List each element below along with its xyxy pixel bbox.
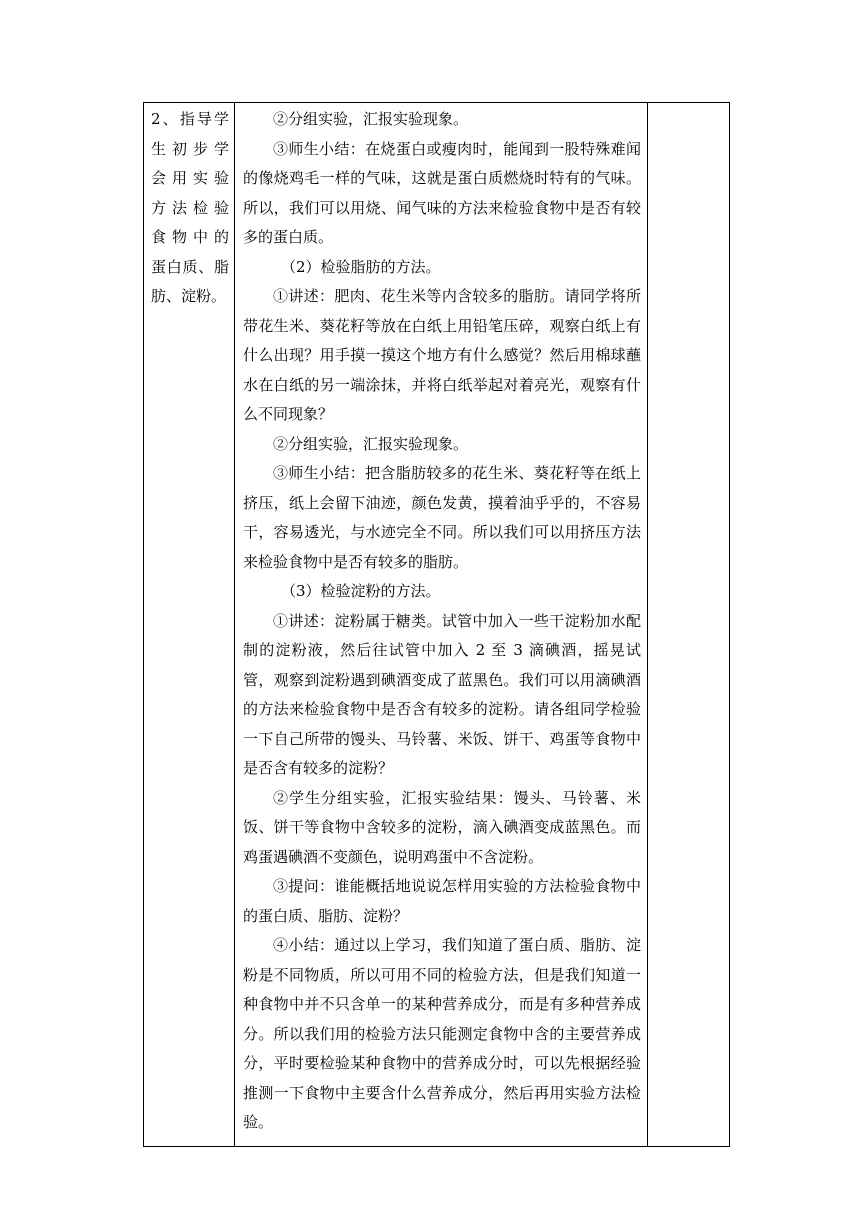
table-row	[144, 103, 730, 1147]
objective-line: 方法检验	[151, 198, 229, 217]
paragraph: ①讲述：肥肉、花生米等内含较多的脂肪。请同学将所带花生米、葵花籽等放在白纸上用铅笔压碎，观察白纸上有什么出现？用手摸一摸这个地方有什么感觉？然后用棉球蘸水在白纸的另一端涂抹，并将白纸举起对着亮光，观察有什么不同现象？	[243, 287, 641, 423]
procedure-cell	[235, 103, 648, 1147]
section-heading: （2）检验脂肪的方法。	[281, 257, 441, 276]
section-heading: （3）检验淀粉的方法。	[281, 582, 441, 600]
objective-line: 食物中的	[151, 228, 229, 246]
objective-line: 会用实验	[151, 169, 229, 187]
paragraph: ②分组实验，汇报实验现象。	[273, 434, 469, 453]
procedure-text	[235, 103, 647, 1146]
paragraph: ③提问：谁能概括地说说怎样用实验的方法检验食物中的蛋白质、脂肪、淀粉？	[243, 877, 641, 925]
objective-line: 生初步学	[151, 139, 229, 158]
paragraph: ①讲述：淀粉属于糖类。试管中加入一些干淀粉加水配制的淀粉液，然后往试管中加入 2 至 3 滴碘酒，摇晃试管，观察到淀粉遇到碘酒变成了蓝黑色。我们可以用滴碘酒的方法来检验食物中是否含有较多的淀粉。请各组同学检验一下自己所带的馒头、马铃薯、米饭、饼干、鸡蛋等食物中是否含有较多的淀粉？	[243, 611, 641, 777]
objective-line: 蛋白质、脂	[151, 257, 229, 276]
paragraph: ②学生分组实验，汇报实验结果：馒头、马铃薯、米饭、饼干等食物中含较多的淀粉，滴入碘酒变成蓝黑色。而鸡蛋遇碘酒不变颜色，说明鸡蛋中不含淀粉。	[243, 788, 641, 866]
notes-cell	[648, 103, 730, 1147]
lesson-plan-table	[143, 102, 730, 1147]
paragraph: ②分组实验，汇报实验现象。	[273, 110, 469, 128]
objective-line: 2、指导学	[151, 110, 229, 128]
objective-text	[144, 103, 234, 312]
paragraph: ④小结：通过以上学习，我们知道了蛋白质、脂肪、淀粉是不同物质，所以可用不同的检验方法，但是我们知道一种食物中并不只含单一的某种营养成分，而是有多种营养成分。所以我们用的检验方法只能测定食物中含的主要营养成分，平时要检验某种食物中的营养成分时，可以先根据经验推测一下食物中主要含什么营养成分，然后再用实验方法检验。	[243, 936, 641, 1131]
paragraph: ③师生小结：在烧蛋白或瘦肉时，能闻到一股特殊难闻的像烧鸡毛一样的气味，这就是蛋白质燃烧时特有的气味。所以，我们可以用烧、闻气味的方法来检验食物中是否有较多的蛋白质。	[243, 139, 641, 246]
paragraph: ③师生小结：把含脂肪较多的花生米、葵花籽等在纸上挤压，纸上会留下油迹，颜色发黄，摸着油乎乎的，不容易干，容易透光，与水迹完全不同。所以我们可以用挤压方法来检验食物中是否有较多的脂肪。	[243, 464, 641, 571]
objective-line: 肪、淀粉。	[151, 287, 227, 305]
objective-cell	[144, 103, 235, 1147]
